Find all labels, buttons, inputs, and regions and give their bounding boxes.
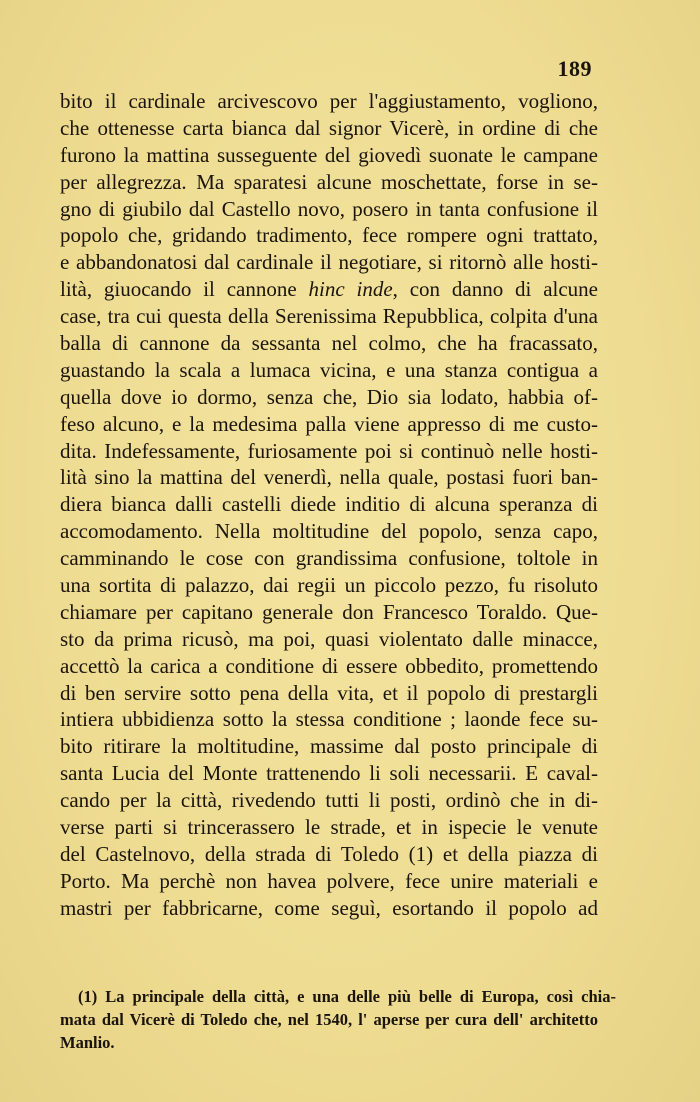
footnote-line: (1) La principale della città, e una delle più belle di Europa, così chia- xyxy=(78,987,616,1006)
text-line: del Castelnovo, della strada di Toledo (1) et della piazza di xyxy=(60,841,598,866)
text-line: case, tra cui questa della Serenissima Repubblica, colpita d'una xyxy=(60,304,598,329)
text-line: e abbandonatosi dal cardinale il negotiare, si ritornò alle hosti- xyxy=(60,250,598,275)
text-line: bito ritirare la moltitudine, massime dal posto principale di xyxy=(60,734,598,759)
text-line: santa Lucia del Monte trattenendo li soli necessarii. E caval- xyxy=(60,761,598,786)
text-line: furono la mattina susseguente del giovedì suonate le campane xyxy=(60,142,598,167)
text-line: lità sino la mattina del venerdì, nella quale, postasi fuori ban- xyxy=(60,465,598,490)
text-line: verse parti si trincerassero le strade, et in ispecie le venute xyxy=(60,815,598,840)
text-line: di ben servire sotto pena della vita, et il popolo di prestargli xyxy=(60,680,598,705)
text-line: Porto. Ma perchè non havea polvere, fece unire materiali e xyxy=(60,868,598,893)
text-line: che ottenesse carta bianca dal signor Vicerè, in ordine di che xyxy=(60,115,598,140)
text-line: bito il cardinale arcivescovo per l'aggiustamento, vogliono, xyxy=(60,89,598,113)
text-line: per allegrezza. Ma sparatesi alcune moschettate, forse in se- xyxy=(60,169,598,194)
footnote xyxy=(60,985,616,1054)
text-line: mastri per fabbricarne, come seguì, esortando il popolo ad xyxy=(60,895,598,920)
text-line: accettò la carica a conditione di essere obbedito, promettendo xyxy=(60,653,598,678)
page-number: 189 xyxy=(557,56,592,81)
text-line: quella dove io dormo, senza che, Dio sia lodato, habbia of- xyxy=(60,384,598,409)
text-line: chiamare per capitano generale don Francesco Toraldo. Que- xyxy=(60,599,598,624)
footnote-line: mata dal Vicerè di Toledo che, nel 1540, l' aperse per cura dell' architetto xyxy=(60,1010,598,1029)
text-line: accomodamento. Nella moltitudine del popolo, senza capo, xyxy=(60,519,598,544)
text-line: lità, giuocando il cannone hinc inde, con danno di alcune xyxy=(60,277,598,302)
italic-phrase: hinc inde xyxy=(308,277,393,302)
text-line: diera bianca dalli castelli diede inditio di alcuna speranza di xyxy=(60,492,598,517)
text-line: una sortita di palazzo, dai regii un piccolo pezzo, fu risoluto xyxy=(60,573,598,598)
body-text xyxy=(60,88,598,922)
text-line: camminando le cose con grandissima confusione, toltole in xyxy=(60,546,598,571)
text-line: dita. Indefessamente, furiosamente poi si continuò nelle hosti- xyxy=(60,438,598,463)
text-line: intiera ubbidienza sotto la stessa conditione ; laonde fece su- xyxy=(60,707,598,732)
text-line: feso alcuno, e la medesima palla viene appresso di me custo- xyxy=(60,411,598,436)
text-line: guastando la scala a lumaca vicina, e una stanza contigua a xyxy=(60,357,598,382)
text-line: cando per la città, rivedendo tutti li posti, ordinò che in di- xyxy=(60,788,598,813)
footnote-line: Manlio. xyxy=(60,1033,115,1052)
text-line: popolo che, gridando tradimento, fece rompere ogni trattato, xyxy=(60,223,598,248)
text-line: gno di giubilo dal Castello novo, posero in tanta confusione il xyxy=(60,196,598,221)
text-line: sto da prima ricusò, ma poi, quasi violentato dalle minacce, xyxy=(60,626,598,651)
text-line: balla di cannone da sessanta nel colmo, che ha fracassato, xyxy=(60,331,598,356)
